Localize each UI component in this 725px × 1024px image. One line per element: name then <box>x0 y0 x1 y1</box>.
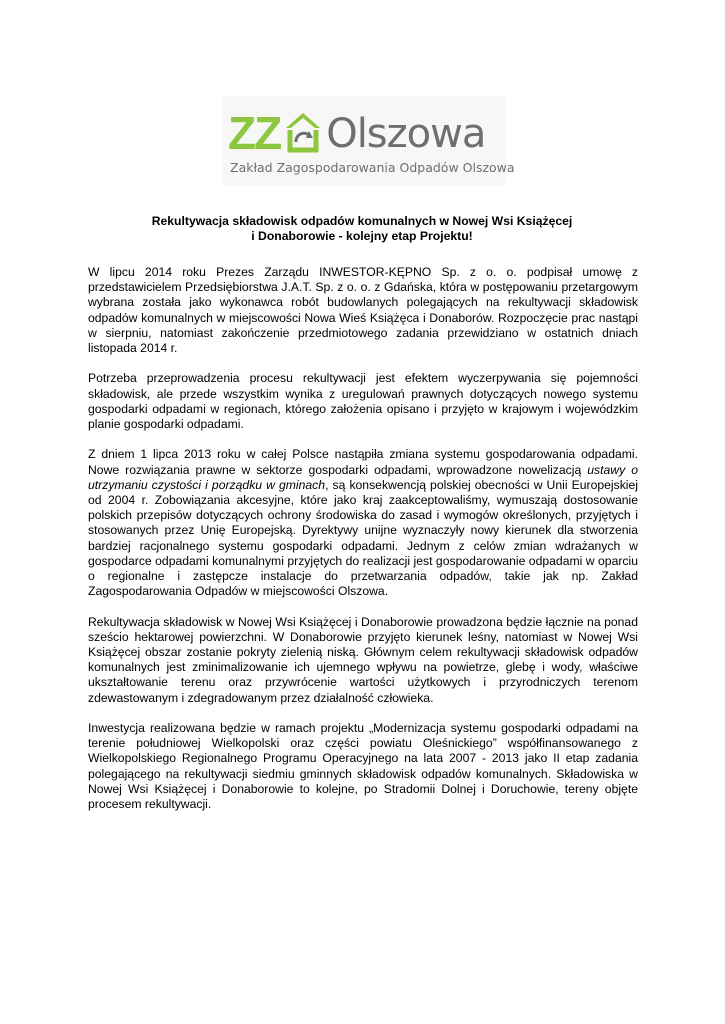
paragraph-3 <box>88 447 638 599</box>
paragraph-3-text-b: , są konsekwencją polskiej obecności w Unii Europejskiej od 2004 r. Zobowiązania akcesyjne, które jako kraj zaakceptowaliśmy, wymuszają dostosowanie polskich przepisów dotyczących ochrony środowiska do zasad i wymogów określonych, przyjętych i stosowanych przez Unię Europejską. Dyrektywy unijne wyznaczyły nowy kierunek dla stworzenia bardziej racjonalnego systemu gospodarki odpadami. Jednym z celów zmian wdrażanych w gospodarce odpadami komunalnymi przyjętych do realizacji jest gospodarowanie odpadami w oparciu o regionalne i zastępcze instalacje do przetwarzania odpadów, takie jak np. Zakład Zagospodarowania Odpadów w miejscowości Olszowa. <box>88 477 638 599</box>
paragraph-3-text-a: Z dniem 1 lipca 2013 roku w całej Polsce nastąpiła zmiana systemu gospodarowania odpadami. Nowe rozwiązania prawne w sektorze gospodarki odpadami, wprowadzone nowelizacją <box>88 447 638 477</box>
logo-name: Olszowa <box>326 111 486 157</box>
logo-prefix: ZZ <box>228 107 281 159</box>
paragraph-1: W lipcu 2014 roku Prezes Zarządu INWESTOR-KĘPNO Sp. z o. o. podpisał umowę z przedstawicielem Przedsiębiorstwa J.A.T. Sp. z o. o. z Gdańska, która w postępowaniu przetargowym wybrana została jako wykonawca robót budowlanych polegających na rekultywacji składowisk odpadów komunalnych w miejscowości Nowa Wieś Książęca i Donaborów. Rozpoczęcie prac nastąpi w sierpniu, natomiast zakończenie przedmiotowego zadania przewidziano w ostatnich dniach listopada 2014 r. <box>88 265 638 356</box>
paragraph-2: Potrzeba przeprowadzenia procesu rekultywacji jest efektem wyczerpywania się pojemności składowisk, ale przede wszystkim wynika z uregulowań prawnych dotyczących nowego systemu gospodarki odpadami w regionach, którego założenia opisano i przyjęto w krajowym i wojewódzkim planie gospodarki odpadami. <box>88 371 638 432</box>
document-title <box>88 214 636 244</box>
recycle-house-icon <box>282 110 324 154</box>
title-line-1: Rekultywacja składowisk odpadów komunalnych w Nowej Wsi Książęcej <box>151 214 573 228</box>
paragraph-5: Inwestycja realizowana będzie w ramach projektu „Modernizacja systemu gospodarki odpadami na terenie południowej Wielkopolski oraz części powiatu Oleśnickiego” współfinansowanego z Wielkopolskiego Regionalnego Programu Operacyjnego na lata 2007 - 2013 jako II etap zadania polegającego na rekultywacji siedmiu gminnych składowisk odpadów komunalnych. Składowiska w Nowej Wsi Książęcej i Donaborowie to kolejne, po Stradomii Dolnej i Doruchowie, tereny objęte procesem rekultywacji. <box>88 721 638 812</box>
law-title: ustawy o utrzymaniu czystości i porządku w gminach <box>88 462 638 492</box>
title-line-2: i Donaborowie - kolejny etap Projektu! <box>251 229 473 243</box>
logo-wordmark <box>228 104 486 159</box>
paragraph-4: Rekultywacja składowisk w Nowej Wsi Książęcej i Donaborowie prowadzona będzie łącznie na ponad sześcio hektarowej powierzchni. W Donaborowie przyjęto kierunek leśny, natomiast w Nowej Wsi Książęcej obszar zostanie pokryty zielenią niską. Głównym celem rekultywacji składowisk odpadów komunalnych jest zminimalizowanie ich ujemnego wpływu na powietrze, glebę i wody, właściwe ukształtowanie terenu oraz przywrócenie wartości użytkowych i przyrodniczych terenom zdewastowanym i zdegradowanym przez działalność człowieka. <box>88 614 638 705</box>
document-body <box>88 265 638 827</box>
company-logo <box>222 96 515 186</box>
logo-subtitle: Zakład Zagospodarowania Odpadów Olszowa <box>230 160 515 175</box>
